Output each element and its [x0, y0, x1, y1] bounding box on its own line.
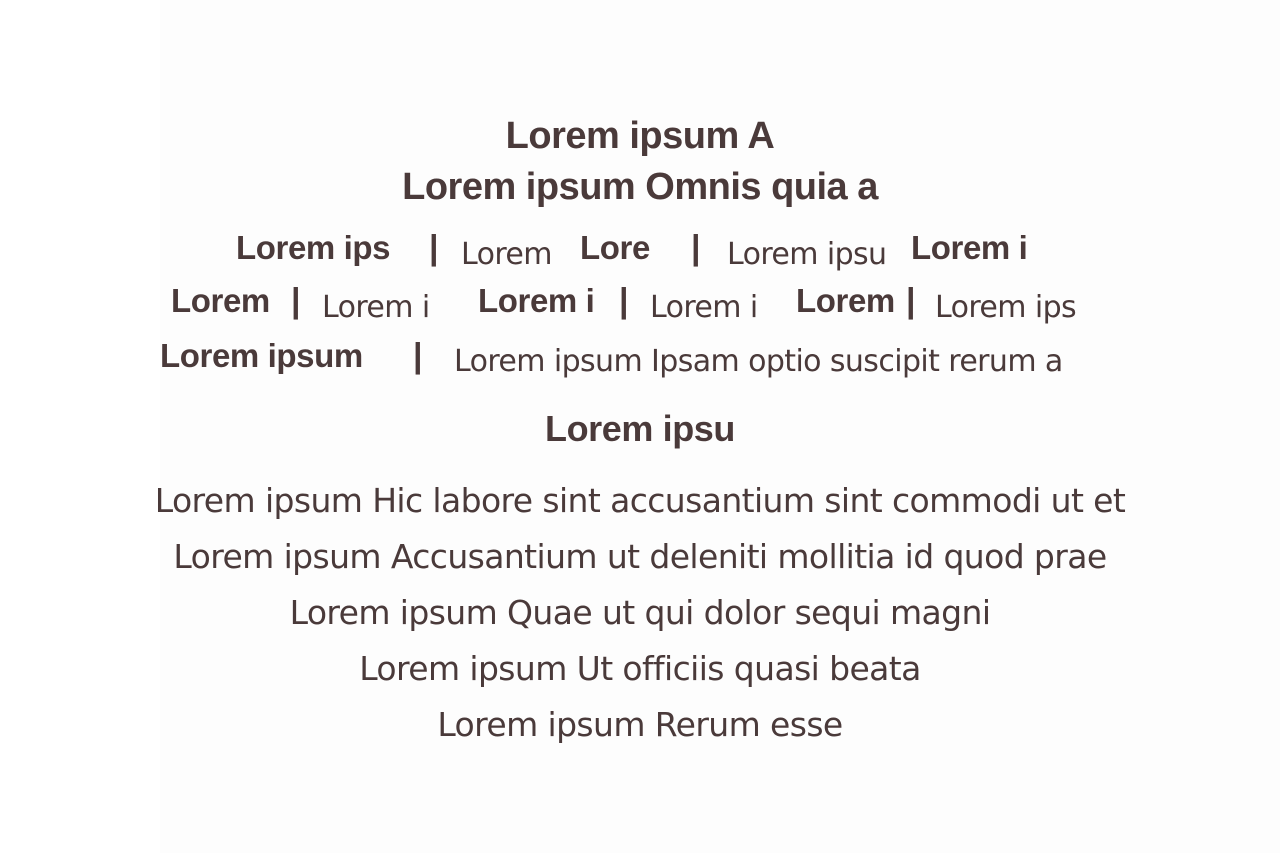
- body-line: Lorem ipsum Quae ut qui dolor sequi magni: [289, 593, 991, 632]
- detail-value: Lorem i: [322, 290, 430, 325]
- detail-label: Lorem i: [478, 282, 595, 319]
- section-heading: Lorem ipsu: [544, 408, 736, 449]
- detail-value: Lorem: [461, 237, 552, 272]
- detail-value: Lorem ipsum Ipsam optio suscipit rerum a: [454, 344, 1063, 379]
- detail-separator: |: [906, 282, 916, 320]
- detail-label: Lorem ips: [236, 229, 391, 266]
- detail-label: Lore: [580, 229, 650, 266]
- detail-label: Lorem: [796, 282, 895, 319]
- detail-separator: |: [619, 282, 629, 320]
- body-line: Lorem ipsum Accusantium ut deleniti mollitia id quod prae: [173, 537, 1107, 576]
- detail-label: Lorem i: [911, 229, 1028, 266]
- body-line: Lorem ipsum Rerum esse: [437, 705, 843, 744]
- detail-separator: |: [413, 337, 423, 375]
- detail-value: Lorem i: [650, 290, 758, 325]
- body-line: Lorem ipsum Hic labore sint accusantium sint commodi ut et: [154, 481, 1126, 520]
- page-subtitle: Lorem ipsum Omnis quia a: [402, 166, 878, 208]
- page-title: Lorem ipsum A: [505, 115, 775, 157]
- detail-label: Lorem ipsum: [160, 337, 363, 374]
- detail-value: Lorem ipsu: [727, 237, 887, 272]
- detail-separator: |: [691, 229, 701, 267]
- detail-label: Lorem: [171, 282, 270, 319]
- detail-separator: |: [429, 229, 439, 267]
- detail-value: Lorem ips: [935, 290, 1077, 325]
- body-line: Lorem ipsum Ut officiis quasi beata: [359, 649, 921, 688]
- detail-separator: |: [291, 282, 301, 320]
